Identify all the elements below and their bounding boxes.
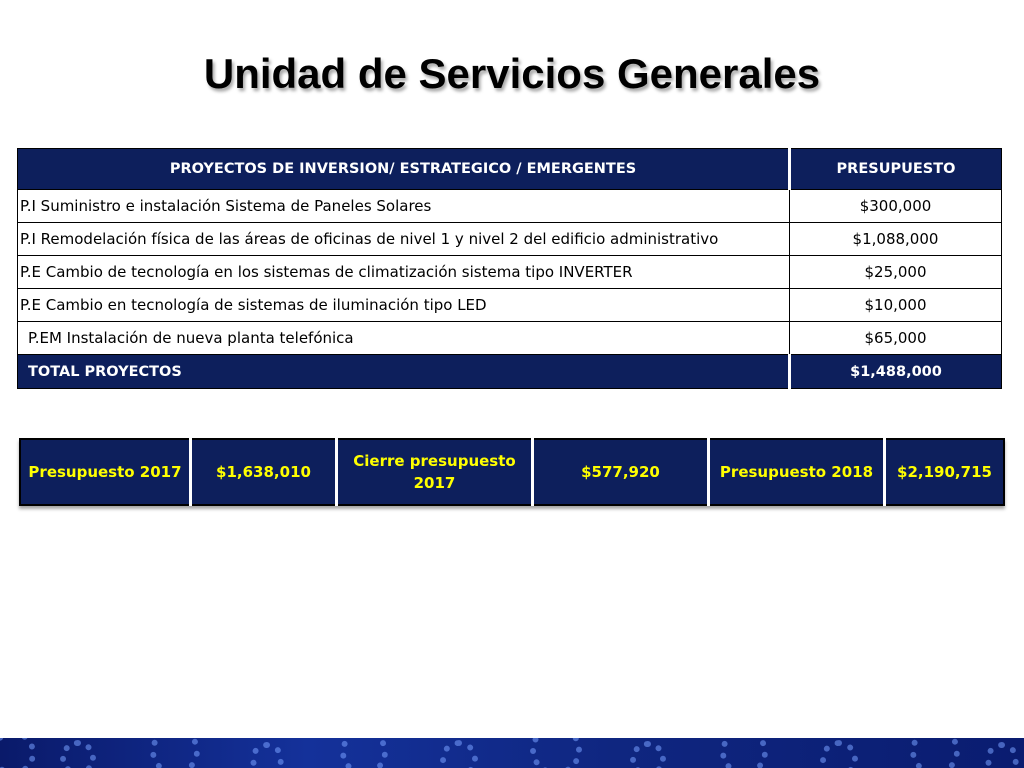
gear-icon [985, 742, 1019, 768]
project-name: P.E Cambio de tecnología en los sistemas de climatización sistema tipo INVERTER [18, 256, 790, 289]
summary-row [20, 439, 1004, 505]
header-projects: PROYECTOS DE INVERSION/ ESTRATEGICO / EMERGENTES [18, 149, 790, 190]
project-name: P.EM Instalación de nueva planta telefónica [18, 322, 790, 355]
table-row [18, 190, 1002, 223]
gear-icon [250, 742, 284, 768]
slide-title: Unidad de Servicios Generales [203, 50, 821, 97]
project-name: P.I Suministro e instalación Sistema de Paneles Solares [18, 190, 790, 223]
gear-icon [530, 738, 582, 768]
project-amount: $10,000 [790, 289, 1002, 322]
gear-icon [340, 738, 388, 768]
budget-2017-label: Presupuesto 2017 [20, 439, 191, 505]
gear-icon [60, 740, 96, 768]
budget-2017-value: $1,638,010 [191, 439, 337, 505]
header-budget: PRESUPUESTO [790, 149, 1002, 190]
total-label: TOTAL PROYECTOS [18, 355, 790, 389]
project-name: P.E Cambio en tecnología de sistemas de iluminación tipo LED [18, 289, 790, 322]
table-row [18, 256, 1002, 289]
project-amount: $25,000 [790, 256, 1002, 289]
project-name: P.I Remodelación física de las áreas de oficinas de nivel 1 y nivel 2 del edificio administrativo [18, 223, 790, 256]
gear-icon [0, 738, 36, 768]
table-row [18, 289, 1002, 322]
gear-icon [440, 740, 478, 768]
gear-icon [820, 740, 858, 768]
table-row [18, 223, 1002, 256]
budget-2018-value: $2,190,715 [885, 439, 1005, 505]
closing-2017-value: $577,920 [533, 439, 709, 505]
project-amount: $1,088,000 [790, 223, 1002, 256]
gear-icon [630, 741, 666, 768]
closing-2017-label: Cierre presupuesto 2017 [337, 439, 533, 505]
footer-gear-band [0, 738, 1024, 768]
total-row [18, 355, 1002, 389]
gear-icon [910, 738, 960, 768]
projects-header-row [18, 149, 1002, 190]
projects-table [17, 148, 1002, 389]
table-row [18, 322, 1002, 355]
budget-2018-label: Presupuesto 2018 [709, 439, 885, 505]
gear-icon [720, 738, 768, 768]
gear-icon [150, 738, 200, 768]
project-amount: $65,000 [790, 322, 1002, 355]
project-amount: $300,000 [790, 190, 1002, 223]
total-amount: $1,488,000 [790, 355, 1002, 389]
budget-summary-table [19, 438, 1005, 506]
